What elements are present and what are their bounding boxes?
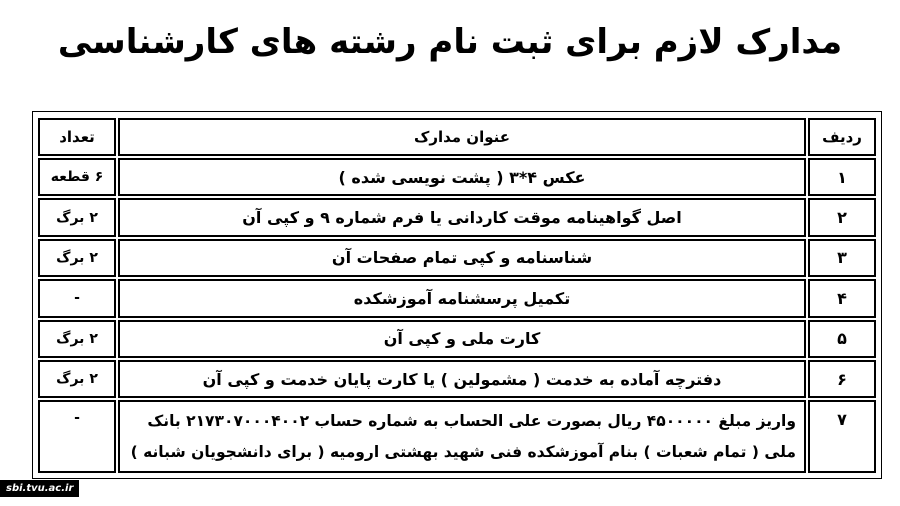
document-count: - [38,400,116,473]
document-count: ۲ برگ [38,239,116,277]
table-row [38,198,876,236]
row-number: ۴ [808,279,876,317]
document-title: کارت ملی و کپی آن [118,320,806,358]
document-title: تکمیل پرسشنامه آموزشکده [118,279,806,317]
document-title: دفترچه آماده به خدمت ( مشمولین ) یا کارت پایان خدمت و کپی آن [118,360,806,398]
table-row [38,158,876,196]
row-number: ۵ [808,320,876,358]
table-header-row [38,118,876,156]
row-number: ۲ [808,198,876,236]
document-count: - [38,279,116,317]
table-row [38,360,876,398]
documents-table [36,116,878,475]
header-document-title: عنوان مدارک [118,118,806,156]
document-count: ۶ قطعه [38,158,116,196]
document-count: ۲ برگ [38,320,116,358]
document-title: عکس ۴*۳ ( پشت نویسی شده ) [118,158,806,196]
site-watermark: sbi.tvu.ac.ir [0,480,79,497]
document-title: واریز مبلغ ۴۵۰۰۰۰۰ ریال بصورت علی الحساب به شماره حساب ۲۱۷۳۰۷۰۰۰۴۰۰۲ بانک ملی ( تمام شعبات ) بنام آموزشکده فنی شهید بهشتی ارومیه ( برای دانشجویان شبانه ) [118,400,806,473]
row-number: ۷ [808,400,876,473]
row-number: ۳ [808,239,876,277]
table-row [38,239,876,277]
table-row [38,400,876,473]
row-number: ۱ [808,158,876,196]
table-row [38,320,876,358]
document-title: اصل گواهینامه موقت کاردانی یا فرم شماره ۹ و کپی آن [118,198,806,236]
document-title: شناسنامه و کپی تمام صفحات آن [118,239,806,277]
header-count: تعداد [38,118,116,156]
document-count: ۲ برگ [38,198,116,236]
document-count: ۲ برگ [38,360,116,398]
header-row-number: ردیف [808,118,876,156]
table-row [38,279,876,317]
page-title: مدارک لازم برای ثبت نام رشته های کارشناسی [57,22,843,62]
row-number: ۶ [808,360,876,398]
